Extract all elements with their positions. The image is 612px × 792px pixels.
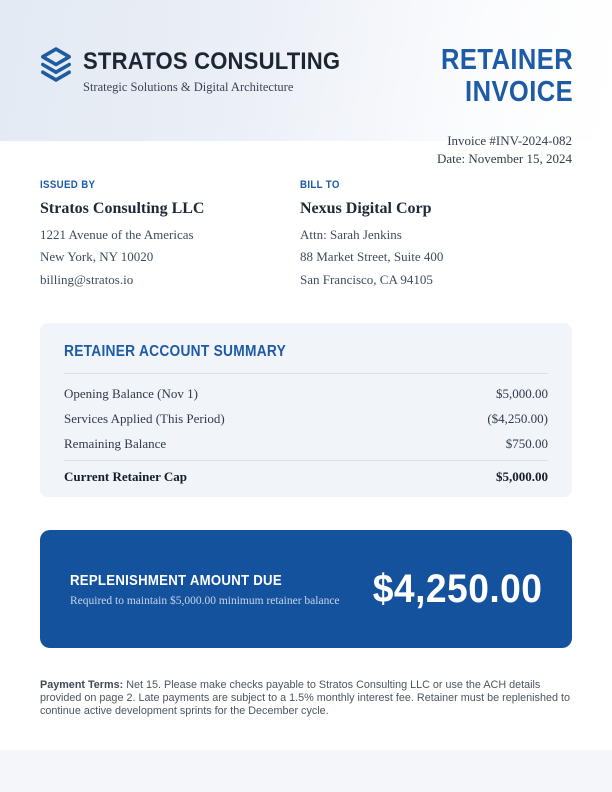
issued-by-email: billing@stratos.io xyxy=(40,271,134,287)
retainer-summary-card xyxy=(40,323,572,497)
invoice-meta xyxy=(437,132,572,167)
due-subtitle: Required to maintain $5,000.00 minimum retainer balance xyxy=(70,594,340,607)
document-title xyxy=(441,44,573,108)
invoice-number: Invoice #INV-2024-082 xyxy=(447,133,572,148)
document-title-line1: RETAINER xyxy=(440,44,573,76)
summary-row xyxy=(64,431,548,456)
summary-row-value: ($4,250.00) xyxy=(487,410,548,426)
issued-by-address-line: 1221 Avenue of the Americas xyxy=(40,226,194,242)
invoice-date: Date: November 15, 2024 xyxy=(436,150,572,166)
brand xyxy=(40,46,363,95)
due-title: REPLENISHMENT AMOUNT DUE xyxy=(70,571,282,589)
summary-row-label: Opening Balance (Nov 1) xyxy=(64,385,198,401)
summary-row-value: $5,000.00 xyxy=(496,385,548,401)
bill-to-label: BILL TO xyxy=(300,179,340,191)
summary-total-label: Current Retainer Cap xyxy=(64,468,188,484)
payment-terms-label: Payment Terms: xyxy=(40,679,124,691)
document-title-line2: INVOICE xyxy=(464,76,573,108)
summary-title: RETAINER ACCOUNT SUMMARY xyxy=(64,343,287,360)
divider xyxy=(64,373,548,374)
summary-row xyxy=(64,381,548,406)
due-amount: $4,250.00 xyxy=(372,566,542,611)
bill-to-address-line: 88 Market Street, Suite 400 xyxy=(300,249,444,264)
brand-tagline: Strategic Solutions & Digital Architecture xyxy=(83,80,294,94)
bill-to-attn-line: Attn: Sarah Jenkins xyxy=(300,226,402,242)
issued-by-address-line: New York, NY 10020 xyxy=(40,249,154,264)
issued-by-name: Stratos Consulting LLC xyxy=(40,200,205,217)
header-band xyxy=(0,0,612,141)
summary-row-label: Remaining Balance xyxy=(64,435,167,451)
due-text-block xyxy=(70,572,340,607)
summary-rows xyxy=(64,381,548,456)
layers-logo-icon xyxy=(40,46,72,83)
summary-row xyxy=(64,406,548,431)
divider xyxy=(64,460,548,461)
issued-by-label: ISSUED BY xyxy=(40,179,96,191)
summary-total-row xyxy=(64,463,548,490)
bill-to-block xyxy=(300,179,443,286)
payment-terms-text: Net 15. Please make checks payable to Stratos Consulting LLC or use the ACH details provided on page 2. Late payments are subject to a 1.5% monthly interest fee. Retainer must be replenished to continue active development sprints for the December cycle. xyxy=(40,679,570,718)
summary-total-value: $5,000.00 xyxy=(496,468,548,484)
brand-name: STRATOS CONSULTING xyxy=(83,48,341,75)
summary-row-value: $750.00 xyxy=(505,435,548,451)
bill-to-name: Nexus Digital Corp xyxy=(300,200,432,217)
issued-by-block xyxy=(40,179,204,286)
summary-row-label: Services Applied (This Period) xyxy=(64,410,225,426)
bill-to-address-line: San Francisco, CA 94105 xyxy=(300,271,433,287)
footer-band xyxy=(0,750,612,792)
replenishment-due-card xyxy=(40,530,572,648)
brand-text xyxy=(83,46,363,95)
payment-terms xyxy=(40,679,573,719)
